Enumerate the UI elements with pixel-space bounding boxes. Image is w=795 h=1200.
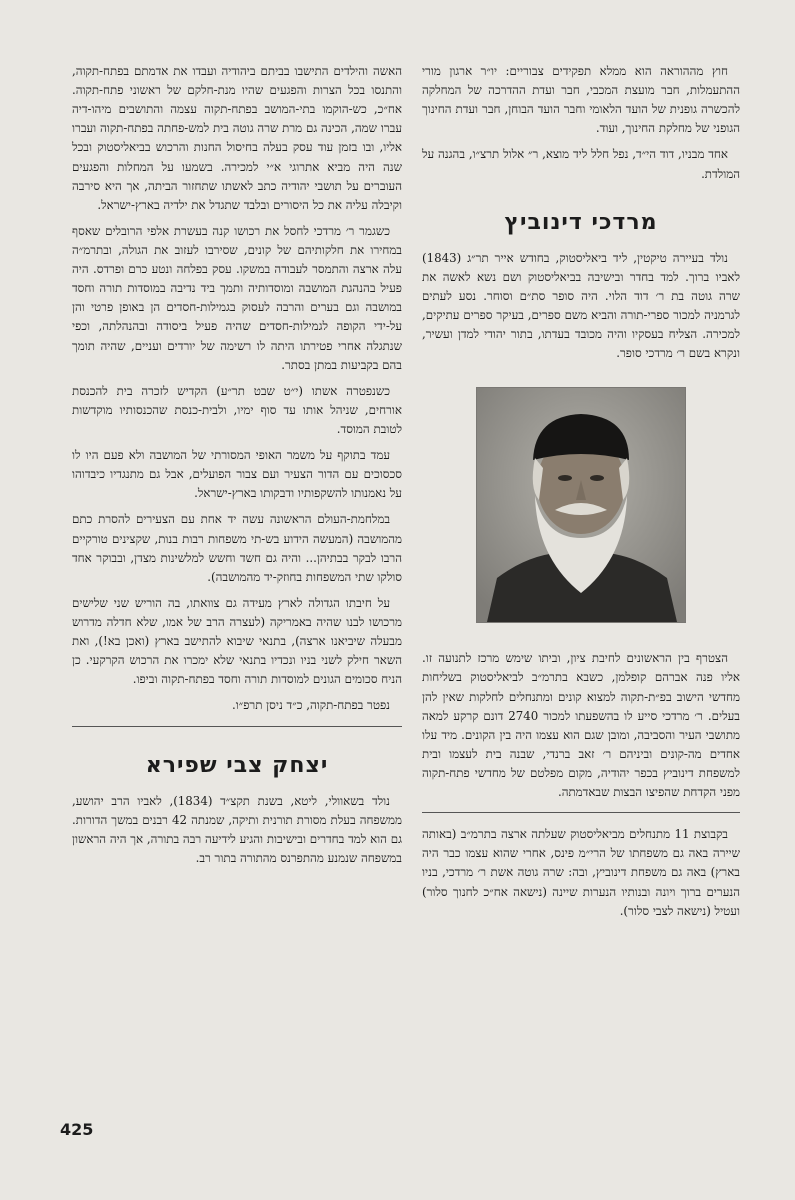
paragraph: עמד בתוקף על משמר האופי המסורתי של המושבה ולא פעם היו לו סכסוכים עם הדור הצעיר ועם צבור הפועלים, אבל גם מתנגדיו כיבדוהו על נאמנותו להשקפותיו ודבקותו בארץ-ישראל.	[72, 448, 402, 501]
paragraph: בקבוצת 11 מתנחלים מביאליסטוק שעלתה ארצה בתרמ״ב (באותה שיירה באה גם משפחתו של הרי״מ פינס, אחרי שהוא עצמו כבר היה בארץ) באה גם משפחת דינוביץ, ובה: שרה גוטה אשת ר׳ מרדכי, בניו הנערים ברוך ויונה ובנותיו הנערות שיינה (נישאה אח״כ לחנוך סלור) ועטיל (נישאה לצבי סלור).	[422, 827, 740, 918]
right-column	[422, 62, 740, 928]
paragraph: במלחמת-העולם הראשונה עשה יד אחת עם הצעירים להסרת כתם מהמושבה (המעשה הידוע בש-תי משפחות רבות בנות, שקצינים טורקיים הרבו לבקר בבתיהן... והיה גם חשד וחשש למלשינות מצדן, ובבוקר אחד סולקו שתי המשפחות בחוזק-יד מהמושבה).	[72, 512, 402, 584]
paragraph: האשה והילדים התישבו בביתם ביהודיה ועבדו את אדמתם בפתח-תקוה, והתנסו בכל הצרות והפגעים שהיו מנת-חלקם של ראשוני פתח-תקוה. אח״כ, כש-הוקמו בתי-המושב בפתח-תקוה עצמה והתושבים מיהו-דיה עברו שמה, הכינה גם מרת שרה גוטה בית למש-פחתה בפתח-תקוה ועברו אליו, ובו בזמן עוד עסק בעלה בחיסול החנות והרכוש בביאליסטוק ובכל שנה היה מביא אתרוגי א״י למכירה. בשמעו על המחלות והפגעים העוברים על תושבי יהודיה כתב לאשתו שתחזור הביתה, אך היא סירבה וקיבלה עליה את כל היסורים ובלבד שתגדל את ילדיה בארץ-ישראל.	[72, 64, 402, 212]
paragraph: הצטרף בין הראשונים לחיבת ציון, וביתו שימש מרכז לתנועה זו. אליו פנה אברהם קופלמן, כשבא בתרמ״ב לביאליסטוק בשליחות מחדשי הישוב בפ״ת-תקוה למצוא קונים ומתנחלים לחלקות שאין להן בעלים. ר׳ מרדכי סייע לו בהשפעתו למכור 2740 דונם קרקע למאה מתושבי העיר והסביבה, ומובן שגם הוא עצמו היה בין הקונים. מיד עלו אחדים מה-קונים וביניהם ר׳ זאב ברנדי, שבנה בית לעצמו ובית למשפחת דינוביץ בכפר יהודיה, מקום מפלטם של מחדשי פתח-תקוה מפני הקדחת שהפיצו הבצות שבאדמתה.	[422, 651, 740, 800]
left-column	[72, 62, 402, 875]
paragraph: כשנפטרה אשתו (י״ט שבט תר״ע) הקדיש לזכרה בית להכנסת אורחים, שניהל אותו עד סוף ימיו, ולבית-כנסת שהכנסותיו מוקדשות לטובת המוסד.	[72, 383, 402, 436]
divider	[422, 812, 740, 813]
divider	[72, 726, 402, 727]
death-note: נפטר בפתח-תקוה, כ״ד ניסן תרפ״ו.	[231, 698, 390, 713]
section-heading: מרדכי דינוביץ	[504, 209, 658, 235]
paragraph: כשגמר ר׳ מרדכי לחסל את רכושו קנה בעשרת אלפי הרובלים שאסף במחירו את חלקותיהם של קונים, שסירבו לעזוב את הגולה, ובתרמ״ה עלה ארצה והתמסר לעבודה במשקו. עסק בפלחה ונטע כרם ופרדס. היה פעיל בהנהגת המושבה ומוסדותיה ותמך ביד נדיבה במוסדות תורה וחסד במושבה וגם בערים והרבה לעסוק בגמילות-חסדים הן באופן פרטי והן על-ידי הקופה לגמילות-חסדים שהיה פעיל ביסודה ובהנהלתה, וכפי שנתגלה אחרי פטירתו היתה לו רשימה של יורדים ועניים, שהיה תומך בהם בקביעות במתן בסתר.	[72, 223, 402, 372]
paragraph: חוץ מההוראה הוא ממלא תפקידים צבוריים: יו״ר ארגון מורי ההתעמלות, חבר מועצת המכבי, חבר ועדת ההדרכה של המחלקה להכשרה גופנית של הועד הלאומי וחבר הועד הבוחן, חבר ועדת החינוך הגופני של מחלקת החינוך, ועוד.	[422, 64, 740, 136]
paragraph: נולד בשאוולי, ליטא, בשנת תקצ״ד (1834), לאביו הרב יהושע, ממשפחה בעלת מסורת תורנית ותיקה, שמנתה 42 רבנים במשך הדורות. גם הוא למד בחדרים ובישיבות והגיע לידיעה רבה בתורה, אך היה הראשון במשפחה שנמנע מהתפרנס מהתורה בתור רב.	[72, 793, 402, 865]
paragraph: נולד בעיירה טיקטין, ליד ביאליסטוק, בחודש אייר תר״ג (1843) לאביו ברוך. למד בחדר ובישיבה בביאליסטוק ושם נשא לאשה את שרה גוטה בת ר׳ דוד הלוי. היה סופר סת״ם וסוחר. נסע לעתים לגרמניה למכור ספרי-תורה והביא משם ספרים, בעיקר ספרים עתיקים, למכירה. הצליח בעסקיו והיה מכובד בעדתו, בתור יהודי למדן ועשיר, ונקרא בשם ר׳ מרדכי סופר.	[422, 250, 740, 361]
paragraph: אחד מבניו, דוד הי״ד, נפל חלל ליד מוצא, ר״ אלול תרצ״ו, בהגנה על המולדת.	[422, 147, 740, 181]
paragraph: על חיבתו הגדולה לארץ מעידה גם צוואתו, בה הוריש שני שלישים מרכושו לבנו שהיה באמריקה (לעצרה הרב של אמו, שלא חדלה מדרוש מבעלה שיביאנו ארצה), בתנאי שיבוא להתישב בארץ (ואכן בא!), ואת השאר חילק לשני בניו ונכדיו בתנאי שלא ימכרו את הרכוש הקרקעי. כן הניח סכומים הגונים למוסדות תורה וחסד בפתח-תקוה וביפו.	[72, 595, 402, 687]
portrait-photo	[476, 387, 686, 623]
page-number: 425	[60, 1120, 94, 1139]
section-heading: יצחק צבי שפירא	[145, 752, 329, 778]
portrait-image	[477, 388, 685, 622]
